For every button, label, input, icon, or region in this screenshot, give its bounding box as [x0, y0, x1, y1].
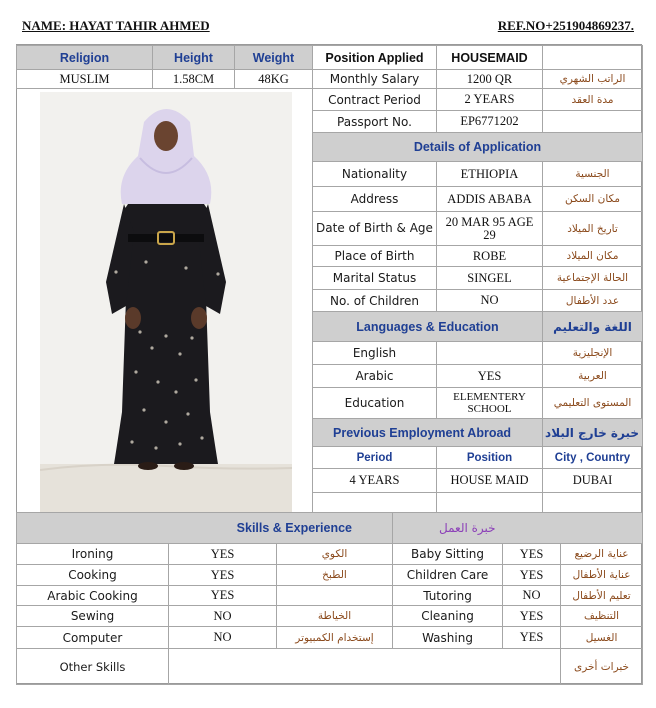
skill-ironing-value: YES [169, 544, 277, 565]
skills-header-ar: خبرة العمل [393, 513, 643, 544]
skill-baby-sitting-label: Baby Sitting [393, 544, 503, 565]
contract-period-label: Contract Period [313, 89, 437, 111]
skill-sewing-value: NO [169, 606, 277, 627]
skills-header: Skills & Experience [17, 513, 393, 544]
passport-label: Passport No. [313, 111, 437, 133]
skill-arabic-cooking-label: Arabic Cooking [17, 586, 169, 606]
monthly-salary-label: Monthly Salary [313, 70, 437, 89]
skill-cleaning-value: YES [503, 606, 561, 627]
date-of-birth-value: 20 MAR 95 AGE 29 [437, 212, 543, 246]
marital-status-label: Marital Status [313, 267, 437, 290]
marital-status-value: SINGEL [437, 267, 543, 290]
education-label: Education [313, 388, 437, 419]
position-applied-empty [543, 46, 643, 70]
skill-tutoring-label: Tutoring [393, 586, 503, 606]
skill-baby-sitting-ar: عناية الرضيع [561, 544, 643, 565]
skill-ironing-label: Ironing [17, 544, 169, 565]
education-value: ELEMENTERY SCHOOL [437, 388, 543, 419]
nationality-ar: الجنسية [543, 162, 643, 187]
position-applied-label: Position Applied [313, 46, 437, 70]
english-value [437, 342, 543, 365]
nationality-value: ETHIOPIA [437, 162, 543, 187]
height-header: Height [153, 46, 235, 70]
reference-number: REF.NO+251904869237. [497, 18, 634, 33]
skill-ironing-ar: الكوي [277, 544, 393, 565]
passport-ar [543, 111, 643, 133]
arabic-label: Arabic [313, 365, 437, 388]
religion-header: Religion [17, 46, 153, 70]
details-of-application-header: Details of Application [313, 133, 643, 162]
arabic-ar: العربية [543, 365, 643, 388]
passport-value: EP6771202 [437, 111, 543, 133]
skill-children-care-label: Children Care [393, 565, 503, 586]
skill-cooking-label: Cooking [17, 565, 169, 586]
skill-children-care-ar: عناية الأطفال [561, 565, 643, 586]
languages-education-header-ar: اللغة والتعليم [543, 312, 643, 342]
other-skills-label: Other Skills [17, 649, 169, 685]
monthly-salary-ar: الراتب الشهري [543, 70, 643, 89]
skill-computer-ar: إستخدام الكمبيوتر [277, 627, 393, 649]
skill-tutoring-ar: تعليم الأطفال [561, 586, 643, 606]
skill-cleaning-ar: التنظيف [561, 606, 643, 627]
contract-period-value: 2 YEARS [437, 89, 543, 111]
weight-header: Weight [235, 46, 313, 70]
skills-table [16, 512, 643, 685]
skill-washing-label: Washing [393, 627, 503, 649]
date-of-birth-ar: تاريخ الميلاد [543, 212, 643, 246]
height-value: 1.58CM [153, 70, 235, 89]
skill-computer-label: Computer [17, 627, 169, 649]
employment-city-header: City , Country [543, 447, 643, 469]
position-applied-value: HOUSEMAID [437, 46, 543, 70]
employment-position-header: Position [437, 447, 543, 469]
religion-value: MUSLIM [17, 70, 153, 89]
education-ar: المستوى التعليمي [543, 388, 643, 419]
place-of-birth-ar: مكان الميلاد [543, 246, 643, 267]
employment-period-header: Period [313, 447, 437, 469]
applicant-name: NAME: HAYAT TAHIR AHMED [22, 18, 210, 33]
english-ar: الإنجليزية [543, 342, 643, 365]
address-ar: مكان السكن [543, 187, 643, 212]
skill-cleaning-label: Cleaning [393, 606, 503, 627]
skill-cooking-value: YES [169, 565, 277, 586]
skill-sewing-label: Sewing [17, 606, 169, 627]
date-of-birth-label: Date of Birth & Age [313, 212, 437, 246]
children-ar: عدد الأطفال [543, 290, 643, 312]
weight-value: 48KG [235, 70, 313, 89]
skill-baby-sitting-value: YES [503, 544, 561, 565]
languages-education-header: Languages & Education [313, 312, 543, 342]
marital-status-ar: الحالة الإجتماعية [543, 267, 643, 290]
skill-arabic-cooking-ar [277, 586, 393, 606]
employment-empty-3 [543, 493, 643, 514]
other-skills-value [169, 649, 561, 685]
place-of-birth-label: Place of Birth [313, 246, 437, 267]
skill-computer-value: NO [169, 627, 277, 649]
children-label: No. of Children [313, 290, 437, 312]
address-value: ADDIS ABABA [437, 187, 543, 212]
employment-empty-2 [437, 493, 543, 514]
skill-washing-value: YES [503, 627, 561, 649]
monthly-salary-value: 1200 QR [437, 70, 543, 89]
skill-tutoring-value: NO [503, 586, 561, 606]
nationality-label: Nationality [313, 162, 437, 187]
contract-period-ar: مدة العقد [543, 89, 643, 111]
skill-children-care-value: YES [503, 565, 561, 586]
applicant-photo-figure [40, 92, 292, 512]
previous-employment-header: Previous Employment Abroad [313, 419, 543, 447]
application-table [312, 45, 643, 514]
employment-empty-1 [313, 493, 437, 514]
english-label: English [313, 342, 437, 365]
employment-period-value: 4 YEARS [313, 469, 437, 493]
employment-city-value: DUBAI [543, 469, 643, 493]
employment-position-value: HOUSE MAID [437, 469, 543, 493]
skill-cooking-ar: الطبخ [277, 565, 393, 586]
skill-sewing-ar: الخياطة [277, 606, 393, 627]
address-label: Address [313, 187, 437, 212]
other-skills-ar: خبرات أخرى [561, 649, 643, 685]
skill-washing-ar: الغسيل [561, 627, 643, 649]
place-of-birth-value: ROBE [437, 246, 543, 267]
applicant-photo [40, 92, 292, 512]
children-value: NO [437, 290, 543, 312]
personal-table [16, 45, 313, 89]
skill-arabic-cooking-value: YES [169, 586, 277, 606]
previous-employment-header-ar: خبرة خارج البلاد [543, 419, 643, 447]
arabic-value: YES [437, 365, 543, 388]
